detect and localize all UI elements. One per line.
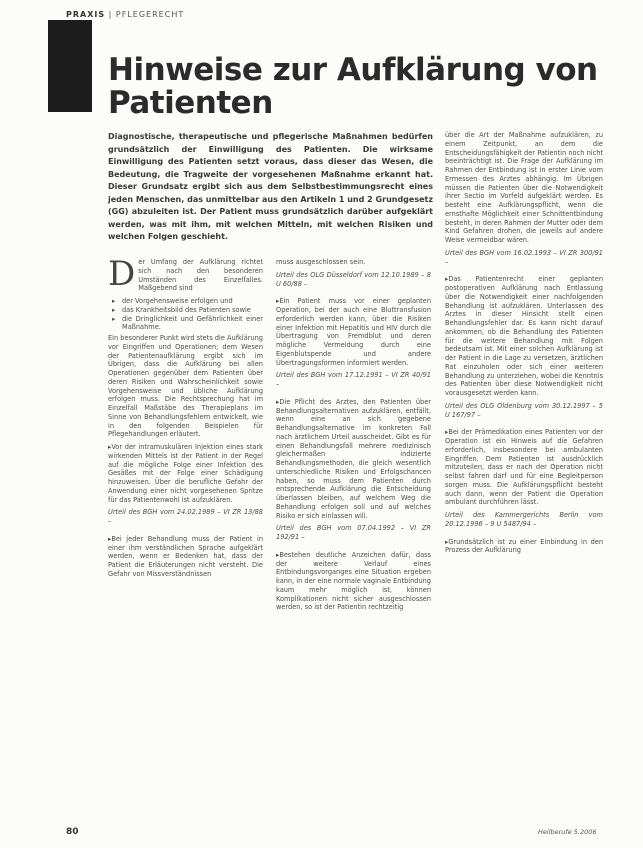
case-paragraph xyxy=(445,428,603,507)
court-citation: Urteil des OLG Düsseldorf vom 12.10.1989 – 8 U 60/88 – xyxy=(276,270,431,288)
case-text: Bei der Prämedikation eines Patienten vor der Operation ist ein Hinweis auf die Gefahren erforderlich, insbesondere bei ambulanten Eingriffen. Dem Patienten ist ausdrücklich mitzuteilen, dass er nach der Operation nicht selbst fahren darf und für eine Begleitperson sorgen muss. Die Aufklärungspflicht besteht auch dann, wenn der Patient die Operation ambulant durchführen lässt. xyxy=(445,428,603,507)
case-text: Vor der intramuskulären Injektion eines stark wirkenden Mittels ist der Patient in der Regel auf die mögliche Folge einer Infektion des Gesäßes mit der Folge einer Schädigung hinzuweisen. Über die berufliche Gefahr der Anwendung einer nicht vorgesehenen Spritze für das Patientenwohl ist aufzuklären. xyxy=(108,443,263,504)
court-citation: Urteil des OLG Oldenburg vom 30.12.1997 – 5 U 167/97 – xyxy=(445,401,603,419)
text-column-1 xyxy=(108,258,263,826)
court-citation: Urteil des BGH vom 17.12.1991 – VI ZR 40/91 – xyxy=(276,371,431,388)
text-column-3 xyxy=(445,131,603,826)
court-citation: Urteil des BGH vom 07.04.1992 – VI ZR 192/91 – xyxy=(276,524,431,541)
case-text: Die Pflicht des Arztes, den Patienten über Behandlungsalternativen aufzuklären, entfällt, wenn eine an sich gegebene Behandlungsalternative im konkreten Fall nach ärztlichem Urteil ausscheidet. Gibt es für einen Behandlungsfall mehrere medizinisch gleichermaßen indizierte Behandlungsmethoden, die gleich wesentlich unterschiedliche Risiken und Erfolgschancen haben, so muss dem Patienten durch entsprechende Aufklärung die Entscheidung überlassen bleiben, auf welchem Weg die Behandlung erfolgen soll und auf welches Risiko er sich einlassen will. xyxy=(276,397,431,520)
court-citation: Urteil des BGH vom 16.02.1993 – VI ZR 300/91 – xyxy=(445,248,603,266)
section-name: PRAXIS xyxy=(66,10,106,19)
case-paragraph xyxy=(445,538,603,556)
body-paragraph: muss ausgeschlossen sein. xyxy=(276,258,366,266)
case-paragraph xyxy=(108,443,263,504)
case-text: Das Patientenrecht einer geplanten postoperativen Aufklärung nach Entlassung über die Notwendigkeit einer nachfolgenden Behandlung ist aufzuklären. Unterlassen des Arztes in dieser Hinsicht stellt einen Behandlungsfehler dar. Es kann nicht darauf ankommen, ob die Behandlung des Patienten für die weitere Behandlung mit Folgen bedeutsam ist. Mit einer solchen Aufklärung ist der Patient in die Lage zu versetzen, ärztlichen Rat einzuholen oder sich einer weiteren Behandlung zu unterziehen, wobei die Kenntnis des Patienten über diese Notwendigkeit nicht vorausgesetzt werden kann. xyxy=(445,275,603,397)
section-tab-decoration xyxy=(48,20,92,112)
case-paragraph xyxy=(276,551,431,612)
list-item: ▸ die Dringlichkeit und Gefährlichkeit einer Maßnahme. xyxy=(122,315,263,333)
case-paragraph xyxy=(108,535,263,579)
intro-paragraph xyxy=(108,258,263,293)
section-label: PRAXIS | PFLEGERECHT xyxy=(66,10,185,19)
journal-issue: Heilberufe 5.2006 xyxy=(538,828,597,836)
page-title: Hinweise zur Aufklärung von Patienten xyxy=(108,52,598,121)
criteria-list xyxy=(108,297,263,332)
case-paragraph xyxy=(276,398,431,521)
intro-text: er Umfang der Aufklärung richtet sich nach den besonderen Umständen des Einzelfalles. Maßgebend sind xyxy=(138,258,263,293)
lead-paragraph: Diagnostische, therapeutische und pflegerische Maßnahmen bedürfen grundsätzlich der Einwilligung des Patienten. Die wirksame Einwilligung des Patienten setzt voraus, dass dieser das Wesen, die Bedeutung, die Tragweite der vorgesehenen Maßnahme erkannt hat. Dieser Grundsatz ergibt sich aus dem Selbstbestimmungsrecht eines jeden Menschen, das unmittelbar aus den Artikeln 1 und 2 Grundgesetz (GG) abzuleiten ist. Der Patient muss grundsätzlich darüber aufgeklärt werden, was mit ihm, mit welchen Mitteln, mit welchen Risiken und welchen Folgen geschieht. xyxy=(108,132,433,241)
court-citation: Urteil des Kammergerichts Berlin vom 20.12.1996 – 9 U 5487/94 – xyxy=(445,511,603,528)
case-text: Ein Patient muss vor einer geplanten Operation, bei der auch eine Bluttransfusion erforderlich werden kann, über die Risiken einer Infektion mit Hepatitis und HIV durch die Übertragung von Fremdblut und deren mögliche Vermeidung durch eine Eigenblutspende und andere Übertragungsformen informiert werden. xyxy=(276,297,431,367)
body-paragraph: Ein besonderer Punkt wird stets die Aufklärung vor Eingriffen und Operationen; dem Wesen der Patientenaufklärung ergibt sich im Übrigen, dass die Aufklärung bei allen Operationen gegenüber dem Patienten über deren Risiken und Wahrscheinlichkeit sowie Vorgehensweise und übliche Aufklärung erfolgen muss. Die Rechtsprechung hat im Einzelfall Maßstäbe des Therapieplans im Sinne von Behandlungsfehlern entwickelt, wie in den folgenden Beispielen für Pflegehandlungen erläutert. xyxy=(108,334,263,439)
drop-cap: D xyxy=(108,258,136,294)
text-column-2 xyxy=(276,258,431,826)
case-paragraph xyxy=(276,297,431,367)
list-item: ▸ der Vorgehensweise erfolgen und xyxy=(122,297,263,306)
case-text: Bei jeder Behandlung muss der Patient in einer ihm verständlichen Sprache aufgeklärt werden, wenn er Bedenken hat, dass der Patient die Erläuterungen nicht versteht. Die Gefahr von Missverständnissen xyxy=(108,534,263,578)
court-citation: Urteil des BGH vom 24.02.1989 – VI ZR 13/88 – xyxy=(108,508,263,525)
case-paragraph xyxy=(445,275,603,398)
list-item: ▸ das Krankheitsbild des Patienten sowie xyxy=(122,306,263,315)
case-text: Grundsätzlich ist zu einer Einbindung in den Prozess der Aufklärung xyxy=(445,537,603,555)
subsection-name: PFLEGERECHT xyxy=(115,10,185,19)
body-paragraph: über die Art der Maßnahme aufzuklären, zu einem Zeitpunkt, an dem die Entscheidungsfähigkeit der Patientin noch nicht beeinträchtigt ist. Die Frage der Aufklärung im Rahmen der Entbindung ist in erster Linie vom Ermessen des Arztes abhängig. Im Übrigen müssen die Patienten über die Notwendigkeit ihrer Sectio im Vorfeld aufgeklärt werden. Es besteht eine Aufklärungspflicht, wenn die ernsthafte Möglichkeit einer Schnittentbindung besteht, in deren Rahmen der Mutter oder dem Kind Gefahren drohen, die jeweils auf andere Weise vermeidbar wären. xyxy=(445,131,603,244)
case-text: Bestehen deutliche Anzeichen dafür, dass der weitere Verlauf eines Entbindungsvorganges eine Situation ergeben kann, in der eine normale vaginale Entbindung kaum mehr möglich ist, können Komplikationen nicht sicher ausgeschlossen werden, so ist der Patientin rechtzeitig xyxy=(276,550,431,612)
page-number: 80 xyxy=(66,827,79,837)
